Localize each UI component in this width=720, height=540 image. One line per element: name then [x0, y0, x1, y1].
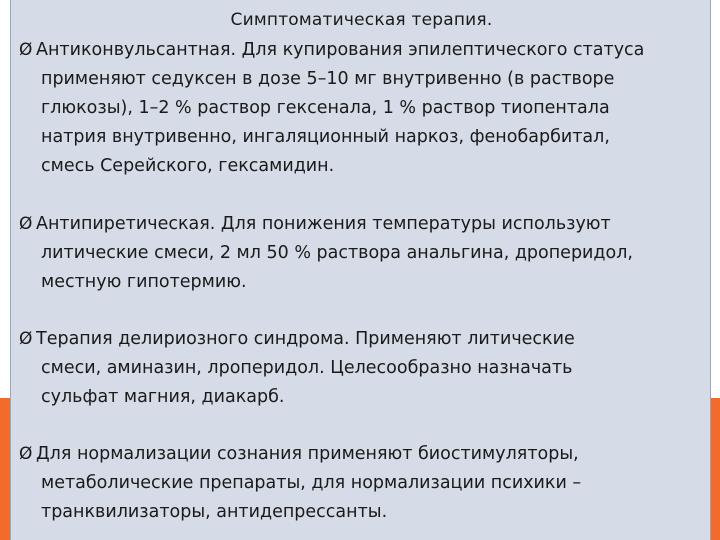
bullet-consciousness-normalization [19, 440, 699, 527]
arrow-bullet-icon: Ø [19, 329, 33, 349]
bullet-text-line: натрия внутривенно, ингаляционный наркоз, фенобарбитал, [41, 127, 610, 147]
bullet-text-line: смесь Серейского, гексамидин. [41, 156, 335, 176]
arrow-bullet-icon: Ø [19, 214, 33, 234]
bullet-text-line: глюкозы), 1–2 % раствор гексенала, 1 % раствор тиопентала [41, 98, 610, 118]
arrow-bullet-icon: Ø [19, 444, 33, 464]
bullet-text-line: литические смеси, 2 мл 50 % раствора анальгина, дроперидол, [41, 243, 633, 263]
bullet-text-line: Терапия делириозного синдрома. Применяют литические [36, 329, 575, 349]
bullet-text-line: Антипиретическая. Для понижения температуры используют [36, 214, 611, 234]
content-panel [10, 0, 711, 540]
bullet-text-line: транквилизаторы, антидепрессанты. [41, 502, 388, 522]
arrow-bullet-icon: Ø [19, 40, 33, 60]
bullet-text-line: Антиконвульсантная. Для купирования эпилептического статуса [36, 40, 645, 60]
bullet-text-line: смеси, аминазин, лроперидол. Целесообразно назначать [41, 358, 573, 378]
slide-title: Симптоматическая терапия. [230, 10, 493, 30]
bullet-text-line: местную гипотермию. [41, 272, 247, 292]
bullet-text-line: применяют седуксен в дозе 5–10 мг внутривенно (в растворе [41, 69, 615, 89]
bullet-text-line: метаболические препараты, для нормализации психики – [41, 473, 582, 493]
bullet-antipyretic [19, 210, 699, 297]
bullet-text-line: сульфат магния, диакарб. [41, 387, 285, 407]
bullet-text-line: Для нормализации сознания применяют биостимуляторы, [36, 444, 579, 464]
bullet-delirium-therapy [19, 325, 699, 412]
bullet-anticonvulsant [19, 36, 699, 181]
